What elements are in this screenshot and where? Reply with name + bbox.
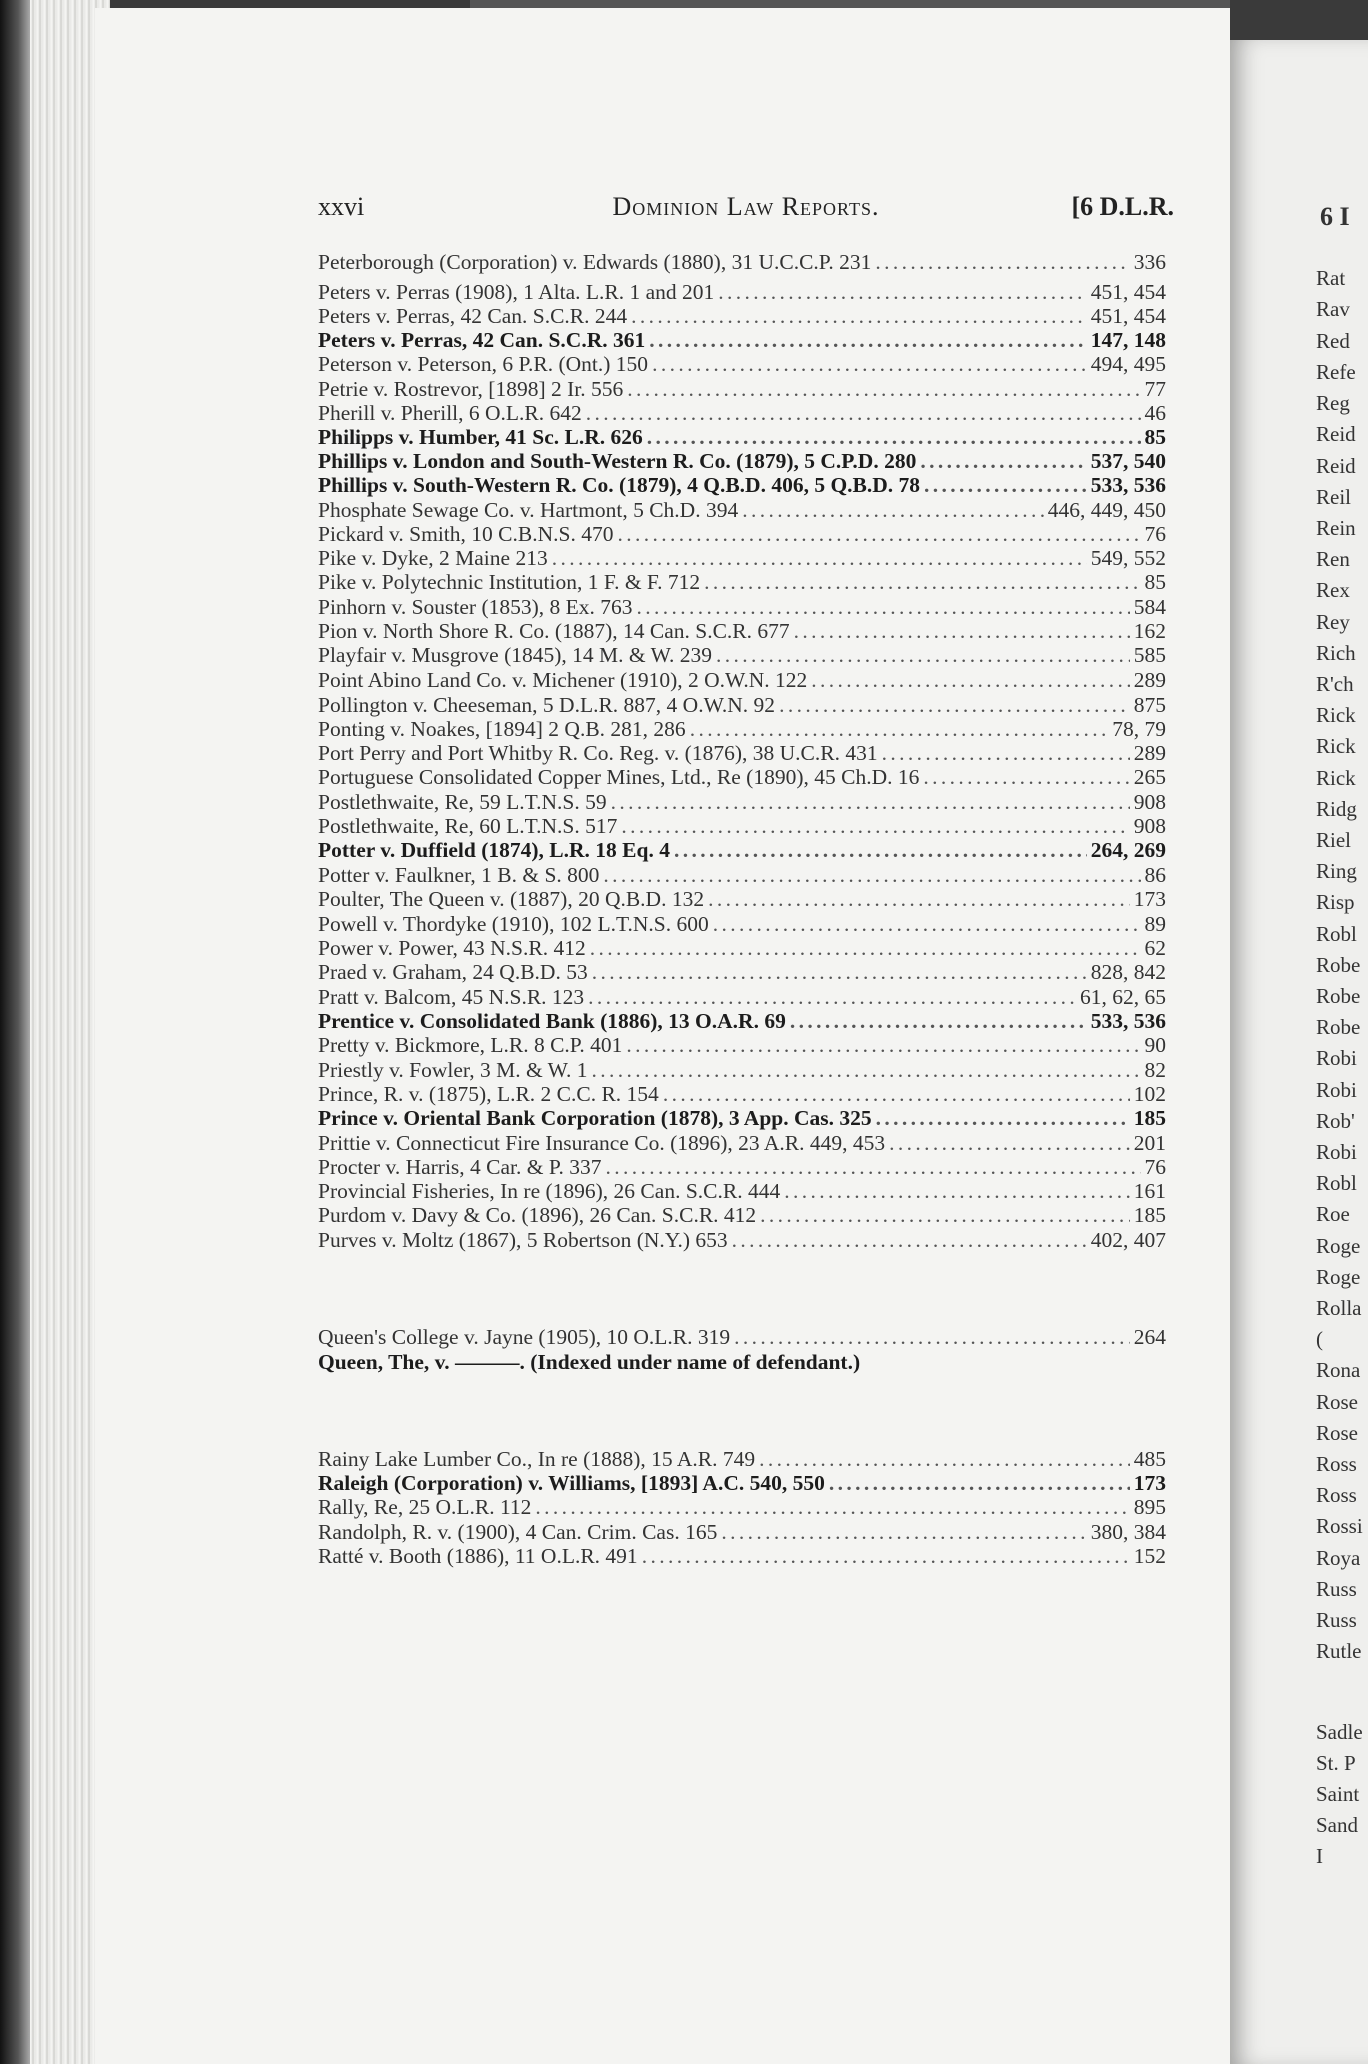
dot-leader [779, 693, 1130, 718]
page-numbers: 147, 148 [1090, 328, 1166, 352]
case-citation: Peterson v. Peterson, 6 P.R. (Ont.) 150 [318, 352, 649, 376]
right-page-line: Rolla [1316, 1296, 1362, 1320]
right-page-line: Robi [1316, 1140, 1357, 1164]
dot-leader [690, 717, 1109, 742]
page-numbers: 61, 62, 65 [1080, 985, 1166, 1009]
page-numbers: 494, 495 [1090, 352, 1166, 376]
case-citation: Phosphate Sewage Co. v. Hartmont, 5 Ch.D. 394 [318, 498, 739, 522]
page-numbers: 537, 540 [1090, 449, 1166, 473]
right-page-line: Robl [1316, 1171, 1357, 1195]
page-numbers: 264, 269 [1090, 838, 1166, 862]
dot-leader [829, 1471, 1130, 1496]
right-page-line: Saint [1316, 1782, 1360, 1806]
right-page-line: Rutle [1316, 1639, 1362, 1663]
dot-leader [663, 1082, 1130, 1107]
page-numbers: 533, 536 [1090, 473, 1166, 497]
dot-leader [626, 1033, 1140, 1058]
right-page-line: Rob' [1316, 1109, 1355, 1133]
case-citation: Rainy Lake Lumber Co., In re (1888), 15 A.R. 749 [318, 1447, 756, 1471]
page-numbers: 85 [1144, 570, 1166, 594]
dot-leader [811, 668, 1129, 693]
page-numbers: 895 [1133, 1495, 1166, 1519]
volume-reference: [6 D.L.R. [1071, 192, 1174, 221]
page-numbers: 78, 79 [1112, 717, 1166, 741]
right-page-line: Rick [1316, 766, 1356, 790]
dot-leader [923, 765, 1129, 790]
right-page-line: Refe [1316, 360, 1356, 384]
right-page-line: Ring [1316, 859, 1357, 883]
dot-leader [674, 838, 1087, 863]
case-citation: Potter v. Duffield (1874), L.R. 18 Eq. 4 [318, 838, 670, 862]
right-page-line: Robi [1316, 1046, 1357, 1070]
index-entry [318, 250, 1166, 280]
dot-leader [631, 304, 1087, 329]
right-page-line: Rein [1316, 516, 1356, 540]
case-citation: Ponting v. Noakes, [1894] 2 Q.B. 281, 286 [318, 717, 686, 741]
dot-leader [637, 595, 1130, 620]
case-citation: Prentice v. Consolidated Bank (1886), 13 O.A.R. 69 [318, 1009, 786, 1033]
right-page-line: Sadle [1316, 1720, 1363, 1744]
case-citation: Playfair v. Musgrove (1845), 14 M. & W. 239 [318, 643, 712, 667]
case-citation: Pike v. Polytechnic Institution, 1 F. & F. 712 [318, 570, 701, 594]
index-entry [318, 1544, 1166, 1574]
right-page-line: Ross [1316, 1452, 1357, 1476]
case-citation: Pratt v. Balcom, 45 N.S.R. 123 [318, 985, 585, 1009]
dot-leader [627, 377, 1140, 402]
case-citation: Petrie v. Rostrevor, [1898] 2 Ir. 556 [318, 377, 624, 401]
page-numbers: 446, 449, 450 [1047, 498, 1166, 522]
case-citation: Purdom v. Davy & Co. (1896), 26 Can. S.C.R. 412 [318, 1203, 757, 1227]
dot-leader [652, 352, 1087, 377]
case-citation: Randolph, R. v. (1900), 4 Can. Crim. Cas. 165 [318, 1520, 718, 1544]
right-page-line: Russ [1316, 1608, 1357, 1632]
page-numbers: 152 [1133, 1544, 1166, 1568]
dot-leader [882, 741, 1130, 766]
right-page-line: Reg [1316, 391, 1350, 415]
right-page-line: St. P [1316, 1751, 1356, 1775]
case-citation: Prince v. Oriental Bank Corporation (1878), 3 App. Cas. 325 [318, 1106, 872, 1130]
case-citation: Postlethwaite, Re, 59 L.T.N.S. 59 [318, 790, 607, 814]
right-page-line: Roya [1316, 1546, 1361, 1570]
right-page-fragment [1230, 40, 1368, 2064]
case-citation: Prittie v. Connecticut Fire Insurance Co. (1896), 23 A.R. 449, 453 [318, 1131, 886, 1155]
case-citation: Queen's College v. Jayne (1905), 10 O.L.R. 319 [318, 1325, 731, 1349]
page-numbers: 380, 384 [1090, 1520, 1166, 1544]
page-folio: xxvi [318, 192, 365, 221]
dot-leader [649, 328, 1087, 353]
page-numbers: 828, 842 [1090, 960, 1166, 984]
page-numbers: 549, 552 [1090, 546, 1166, 570]
running-title: Dominion Law Reports. [612, 192, 880, 221]
case-citation: Peters v. Perras, 42 Can. S.C.R. 361 [318, 328, 646, 352]
dot-leader [603, 863, 1140, 888]
right-page-line: Rey [1316, 610, 1350, 634]
dot-leader [718, 280, 1086, 305]
case-citation: Potter v. Faulkner, 1 B. & S. 800 [318, 863, 600, 887]
case-citation: Pinhorn v. Souster (1853), 8 Ex. 763 [318, 595, 633, 619]
case-citation: Pretty v. Bickmore, L.R. 8 C.P. 401 [318, 1033, 623, 1057]
page-numbers: 89 [1144, 912, 1166, 936]
page-numbers: 908 [1133, 814, 1166, 838]
dot-leader [734, 1325, 1130, 1350]
case-citation: Pike v. Dyke, 2 Maine 213 [318, 546, 548, 570]
right-page-line: Rav [1316, 297, 1350, 321]
page-numbers: 161 [1133, 1179, 1166, 1203]
page-numbers: 90 [1144, 1033, 1166, 1057]
dot-leader [924, 473, 1087, 498]
case-citation: Ratté v. Booth (1886), 11 O.L.R. 491 [318, 1544, 638, 1568]
right-page-line: Robe [1316, 953, 1361, 977]
index-entry [318, 1228, 1166, 1258]
case-citation: Portuguese Consolidated Copper Mines, Ltd., Re (1890), 45 Ch.D. 16 [318, 765, 920, 789]
right-page-line: Rossi [1316, 1514, 1363, 1538]
right-page-line: Roge [1316, 1265, 1361, 1289]
right-page-line: Reil [1316, 485, 1351, 509]
dot-leader [889, 1131, 1130, 1156]
dot-leader [794, 619, 1130, 644]
page-numbers: 82 [1144, 1058, 1166, 1082]
dot-leader [760, 1203, 1130, 1228]
page-numbers: 402, 407 [1090, 1228, 1166, 1252]
right-page-line: Rat [1316, 266, 1346, 290]
case-citation: Poulter, The Queen v. (1887), 20 Q.B.D. 132 [318, 887, 705, 911]
right-page-line: ( [1316, 1327, 1323, 1351]
right-page-line: Rose [1316, 1421, 1358, 1445]
right-page-line: I [1316, 1844, 1323, 1868]
case-citation: Peters v. Perras (1908), 1 Alta. L.R. 1 and 201 [318, 280, 715, 304]
case-citation: Queen, The, v. ———. (Indexed under name of defendant.) [318, 1350, 861, 1374]
right-page-line: Rich [1316, 641, 1356, 665]
page-numbers: 264 [1133, 1325, 1166, 1349]
dot-leader [535, 1495, 1129, 1520]
right-page-line: Risp [1316, 890, 1355, 914]
case-citation: Power v. Power, 43 N.S.R. 412 [318, 936, 586, 960]
right-page-line: Rose [1316, 1390, 1358, 1414]
right-page-line: Ren [1316, 547, 1350, 571]
dot-leader [592, 960, 1087, 985]
right-page-line: Reid [1316, 422, 1356, 446]
page-numbers: 908 [1133, 790, 1166, 814]
case-citation: Priestly v. Fowler, 3 M. & W. 1 [318, 1058, 588, 1082]
book-page-edges [0, 0, 110, 2064]
right-page-line: Russ [1316, 1577, 1357, 1601]
dot-leader [721, 1520, 1086, 1545]
case-citation: Praed v. Graham, 24 Q.B.D. 53 [318, 960, 588, 984]
page-numbers: 185 [1133, 1203, 1166, 1227]
index-entry [318, 1350, 1166, 1380]
page-numbers: 76 [1144, 1155, 1166, 1179]
page-numbers: 76 [1144, 522, 1166, 546]
right-page-line: Robe [1316, 1015, 1361, 1039]
dot-leader [617, 522, 1140, 547]
case-citation: Procter v. Harris, 4 Car. & P. 337 [318, 1155, 602, 1179]
right-page-line: Rick [1316, 703, 1356, 727]
dot-leader [605, 1155, 1140, 1180]
page-numbers: 77 [1144, 377, 1166, 401]
page-numbers: 86 [1144, 863, 1166, 887]
page-header [318, 192, 1174, 232]
dot-leader [716, 643, 1130, 668]
page-numbers: 162 [1133, 619, 1166, 643]
page-numbers: 185 [1133, 1106, 1166, 1130]
dot-leader [586, 401, 1141, 426]
page-numbers: 102 [1133, 1082, 1166, 1106]
page-numbers: 62 [1144, 936, 1166, 960]
case-citation: Postlethwaite, Re, 60 L.T.N.S. 517 [318, 814, 618, 838]
page-numbers: 533, 536 [1090, 1009, 1166, 1033]
page-numbers: 336 [1133, 250, 1166, 274]
page-numbers: 85 [1144, 425, 1166, 449]
case-citation: Powell v. Thordyke (1910), 102 L.T.N.S. 600 [318, 912, 709, 936]
page-numbers: 265 [1133, 765, 1166, 789]
case-citation: Phillips v. London and South-Western R. Co. (1879), 5 C.P.D. 280 [318, 449, 917, 473]
right-page-line: Robl [1316, 922, 1357, 946]
right-page-line: Reid [1316, 454, 1356, 478]
dot-leader [876, 1106, 1130, 1131]
right-page-line: Riel [1316, 828, 1351, 852]
page-numbers: 289 [1133, 741, 1166, 765]
dot-leader [790, 1009, 1087, 1034]
case-citation: Provincial Fisheries, In re (1896), 26 Can. S.C.R. 444 [318, 1179, 781, 1203]
case-citation: Philipps v. Humber, 41 Sc. L.R. 626 [318, 425, 643, 449]
right-page-line: Ridg [1316, 797, 1357, 821]
dot-leader [759, 1447, 1130, 1472]
right-page-line: Rona [1316, 1358, 1361, 1382]
dot-leader [875, 250, 1129, 275]
right-page-line: Roge [1316, 1234, 1361, 1258]
case-citation: Peters v. Perras, 42 Can. S.C.R. 244 [318, 304, 628, 328]
dot-leader [552, 546, 1087, 571]
dot-leader [647, 425, 1141, 450]
dot-leader [592, 1058, 1141, 1083]
right-page-header: 6 I [1320, 202, 1350, 231]
dot-leader [704, 570, 1140, 595]
case-citation: Raleigh (Corporation) v. Williams, [1893] A.C. 540, 550 [318, 1471, 825, 1495]
case-citation: Prince, R. v. (1875), L.R. 2 C.C. R. 154 [318, 1082, 659, 1106]
right-page-line: Red [1316, 329, 1350, 353]
dot-leader [920, 449, 1086, 474]
right-page-line: Sand [1316, 1813, 1358, 1837]
case-citation: Purves v. Moltz (1867), 5 Robertson (N.Y.) 653 [318, 1228, 728, 1252]
page-numbers: 584 [1133, 595, 1166, 619]
page-numbers: 46 [1144, 401, 1166, 425]
dot-leader [742, 498, 1044, 523]
right-page-line: Robi [1316, 1078, 1357, 1102]
right-page-line: Rex [1316, 578, 1350, 602]
case-citation: Rally, Re, 25 O.L.R. 112 [318, 1495, 532, 1519]
page-numbers: 289 [1133, 668, 1166, 692]
dot-leader [588, 985, 1076, 1010]
case-citation: Pickard v. Smith, 10 C.B.N.S. 470 [318, 522, 614, 546]
dot-leader [732, 1228, 1087, 1253]
case-citation: Point Abino Land Co. v. Michener (1910), 2 O.W.N. 122 [318, 668, 808, 692]
dot-leader [590, 936, 1141, 961]
case-citation: Phillips v. South-Western R. Co. (1879), 4 Q.B.D. 406, 5 Q.B.D. 78 [318, 473, 921, 497]
right-page-line: Rick [1316, 734, 1356, 758]
page-numbers: 173 [1133, 1471, 1166, 1495]
right-page-line: Robe [1316, 984, 1361, 1008]
case-citation: Pion v. North Shore R. Co. (1887), 14 Can. S.C.R. 677 [318, 619, 790, 643]
dot-leader [621, 814, 1129, 839]
page-numbers: 201 [1133, 1131, 1166, 1155]
page-numbers: 875 [1133, 693, 1166, 717]
dot-leader [642, 1544, 1130, 1569]
page-numbers: 485 [1133, 1447, 1166, 1471]
right-page-line: Roe [1316, 1202, 1350, 1226]
right-page-line: Ross [1316, 1483, 1357, 1507]
case-citation: Pollington v. Cheeseman, 5 D.L.R. 887, 4 O.W.N. 92 [318, 693, 776, 717]
dot-leader [708, 887, 1130, 912]
page-numbers: 585 [1133, 643, 1166, 667]
case-citation: Pherill v. Pherill, 6 O.L.R. 642 [318, 401, 582, 425]
page-numbers: 173 [1133, 887, 1166, 911]
dot-leader [611, 790, 1130, 815]
dot-leader [713, 912, 1141, 937]
right-page-line: R'ch [1316, 672, 1354, 696]
page-numbers: 451, 454 [1090, 304, 1166, 328]
dot-leader [784, 1179, 1130, 1204]
case-citation: Port Perry and Port Whitby R. Co. Reg. v. (1876), 38 U.C.R. 431 [318, 741, 878, 765]
case-citation: Peterborough (Corporation) v. Edwards (1880), 31 U.C.C.P. 231 [318, 250, 872, 274]
page-numbers: 451, 454 [1090, 280, 1166, 304]
